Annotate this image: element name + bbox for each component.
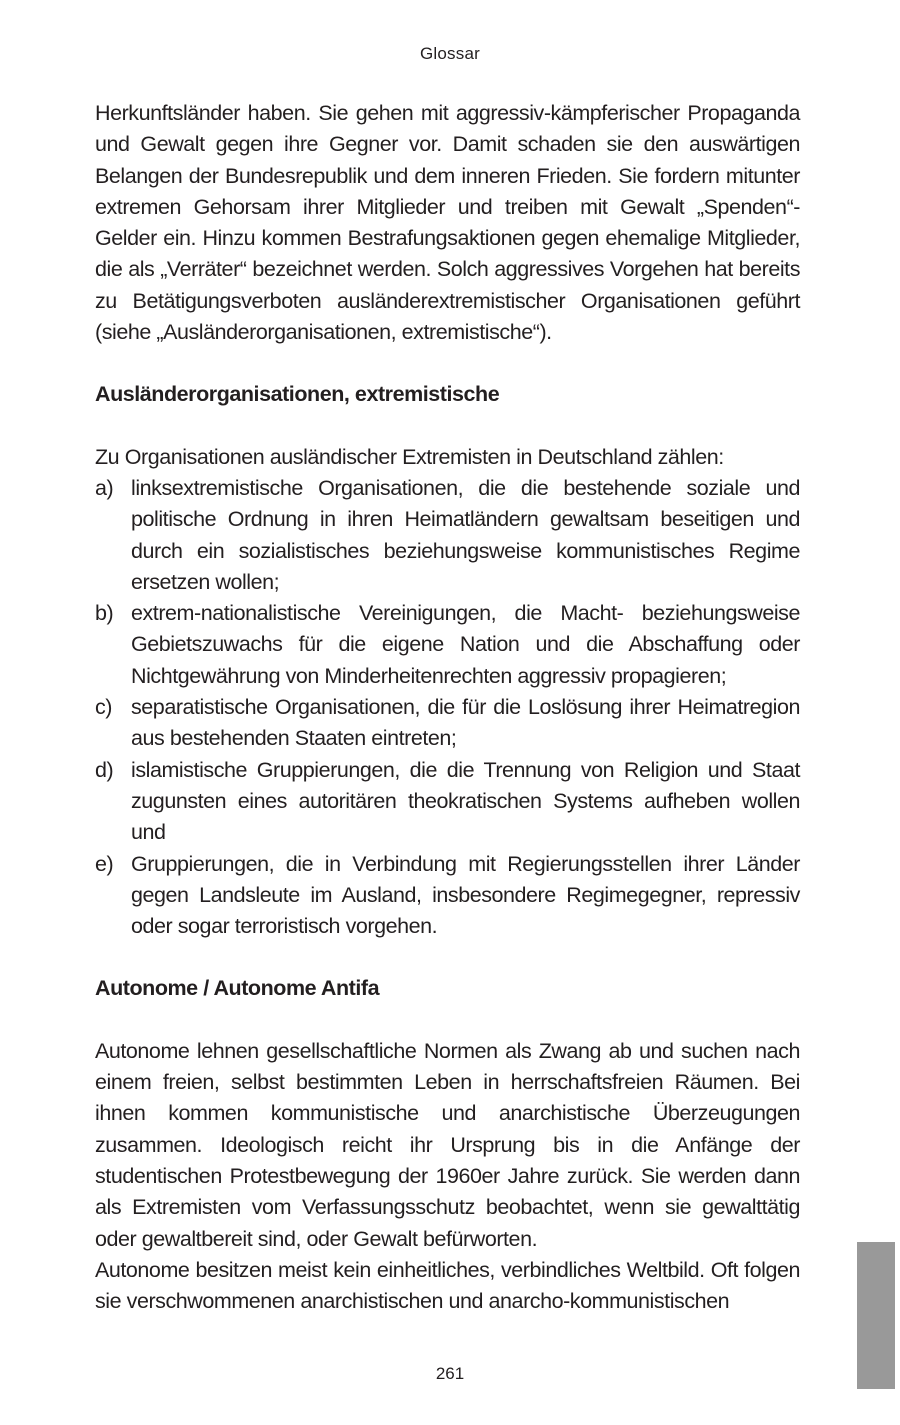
list-item	[95, 598, 800, 692]
list-item	[95, 692, 800, 755]
organisation-list	[95, 473, 800, 942]
page-body	[95, 98, 800, 1317]
list-item-text: extrem-nationalistische Vereinigungen, die Macht- beziehungsweise Gebietszuwachs für die eigene Nation und die Abschaffung oder Nichtgewährung von Minderheitenrechten aggressiv propagieren;	[131, 601, 800, 688]
section-heading-auslaenderorganisationen: Ausländerorganisationen, extremistische	[95, 382, 500, 407]
page-number: 261	[435, 1364, 465, 1383]
intro-paragraph: Herkunftsländer haben. Sie gehen mit aggressiv-kämpferischer Propaganda und Gewalt gegen ihre Gegner vor. Damit schaden sie den auswärtigen Belangen der Bundesrepublik und dem inneren Frieden. Sie fordern mitunter extremen Gehorsam ihrer Mitglieder und treiben mit Gewalt „Spenden“-Gelder ein. Hinzu kommen Bestrafungsaktionen gegen ehemalige Mitglieder, die als „Verräter“ bezeichnet werden. Solch aggressives Vorgehen hat bereits zu Betätigungsverboten ausländerextremistischer Organisationen geführt (siehe „Ausländerorganisationen, extremistische“).	[95, 101, 800, 345]
running-header: Glossar	[420, 44, 480, 63]
thumb-index-tab	[857, 1242, 895, 1389]
list-item-label: a)	[95, 475, 114, 500]
autonome-paragraph-1: Autonome lehnen gesellschaftliche Normen als Zwang ab und suchen nach einem freien, selbst bestimmten Leben in herrschaftsfreien Räumen. Bei ihnen kommen kommunistische und anarchistische Überzeugungen zusammen. Ideologisch reicht ihr Ursprung bis in die Anfänge der studentischen Protestbewegung der 1960er Jahre zurück. Sie werden dann als Extremisten vom Verfassungsschutz beobachtet, wenn sie gewalttätig oder gewaltbereit sind, oder Gewalt befürworten.	[95, 1038, 800, 1251]
list-item	[95, 755, 800, 849]
list-item-text: islamistische Gruppierungen, die die Trennung von Religion und Staat zugunsten eines autoritären theokratischen Systems aufheben wollen und	[131, 757, 800, 845]
list-item-label: d)	[95, 757, 114, 782]
list-item	[95, 473, 800, 598]
list-item-label: b)	[95, 601, 114, 626]
list-item	[95, 849, 800, 943]
list-item-text: linksextremistische Organisationen, die die bestehende soziale und politische Ordnung in ihren Heimatländern gewaltsam beseitigen und durch ein sozialistisches beziehungsweise kommunistisches Regime ersetzen wollen;	[131, 475, 800, 594]
list-item-text: separatistische Organisationen, die für die Loslösung ihrer Heimatregion aus bestehenden Staaten eintreten;	[131, 695, 800, 751]
list-item-label: e)	[95, 851, 114, 876]
list-item-text: Gruppierungen, die in Verbindung mit Regierungsstellen ihrer Länder gegen Landsleute im Ausland, insbesondere Regimegegner, repressiv oder sogar terroristisch vorgehen.	[131, 851, 800, 939]
list-item-label: c)	[95, 695, 113, 720]
section-lead: Zu Organisationen ausländischer Extremisten in Deutschland zählen:	[95, 444, 724, 469]
autonome-paragraph-2: Autonome besitzen meist kein einheitliches, verbindliches Weltbild. Oft folgen sie verschwommenen anarchistischen und anarcho-kommunistischen	[95, 1257, 800, 1314]
section-heading-autonome: Autonome / Autonome Antifa	[95, 976, 380, 1001]
